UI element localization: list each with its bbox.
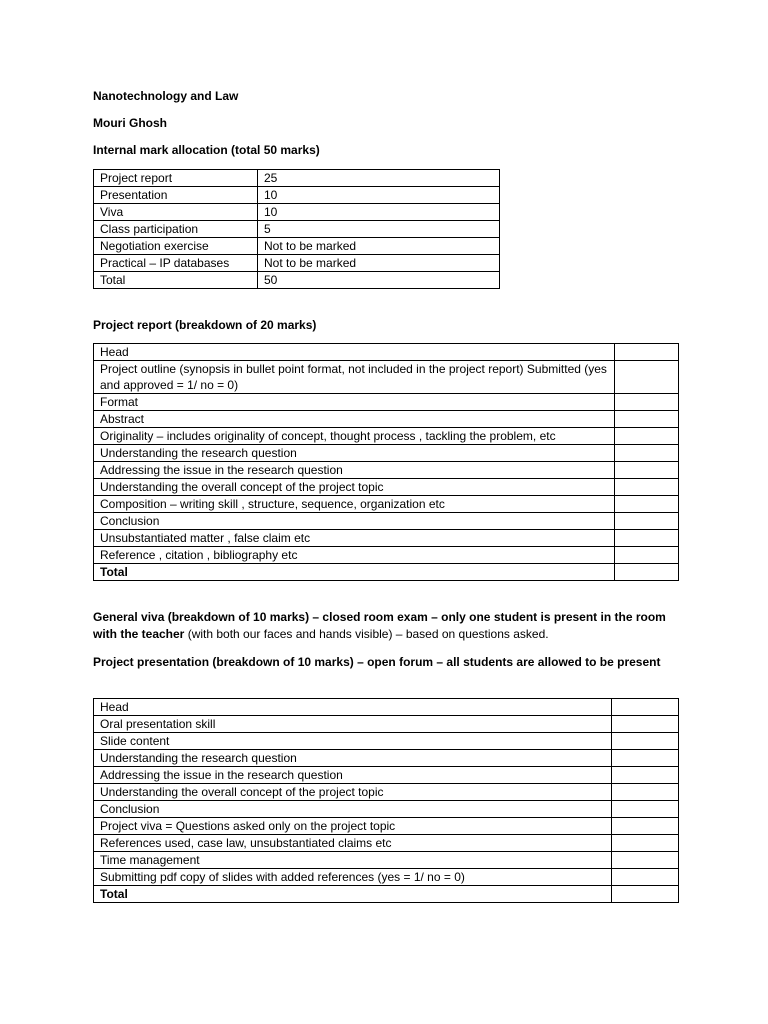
criterion-cell: Composition – writing skill , structure, sequence, organization etc <box>94 496 615 513</box>
table-row <box>94 530 679 547</box>
marks-cell <box>612 801 679 818</box>
table-row <box>94 716 679 733</box>
total-label: Total <box>94 886 612 903</box>
table-row <box>94 699 679 716</box>
table-row <box>94 496 679 513</box>
report-heading: Project report (breakdown of 20 marks) <box>93 318 317 332</box>
marks-cell <box>615 530 679 547</box>
table-row <box>94 255 500 272</box>
marks-cell <box>615 445 679 462</box>
table-row <box>94 394 679 411</box>
allocation-marks: 10 <box>258 187 500 204</box>
table-row <box>94 272 500 289</box>
marks-cell <box>612 750 679 767</box>
criterion-cell: Time management <box>94 852 612 869</box>
criterion-cell: Project outline (synopsis in bullet point format, not included in the project report) Submitted (yes and approved = 1/ no = 0) <box>94 361 615 394</box>
criterion-cell: Unsubstantiated matter , false claim etc <box>94 530 615 547</box>
marks-cell <box>612 835 679 852</box>
table-row <box>94 221 500 238</box>
criterion-cell: Head <box>94 344 615 361</box>
report-breakdown-table <box>93 343 679 581</box>
criterion-cell: Addressing the issue in the research question <box>94 462 615 479</box>
criterion-cell: Slide content <box>94 733 612 750</box>
presentation-heading: Project presentation (breakdown of 10 marks) – open forum – all students are allowed to be present <box>93 655 661 669</box>
table-row <box>94 428 679 445</box>
table-row <box>94 869 679 886</box>
table-row <box>94 547 679 564</box>
criterion-cell: Project viva = Questions asked only on the project topic <box>94 818 612 835</box>
marks-cell <box>615 361 679 394</box>
marks-cell <box>615 479 679 496</box>
document-title: Nanotechnology and Law <box>93 89 239 103</box>
marks-cell <box>615 428 679 445</box>
marks-cell <box>615 411 679 428</box>
table-row <box>94 852 679 869</box>
table-row <box>94 750 679 767</box>
allocation-item: Practical – IP databases <box>94 255 258 272</box>
table-row <box>94 238 500 255</box>
marks-cell <box>615 513 679 530</box>
allocation-item: Class participation <box>94 221 258 238</box>
criterion-cell: Format <box>94 394 615 411</box>
criterion-cell: Conclusion <box>94 513 615 530</box>
marks-cell <box>612 886 679 903</box>
marks-cell <box>615 344 679 361</box>
criterion-cell: Understanding the research question <box>94 750 612 767</box>
viva-paragraph <box>93 609 683 643</box>
table-row <box>94 733 679 750</box>
table-row <box>94 361 679 394</box>
table-row <box>94 513 679 530</box>
author-name: Mouri Ghosh <box>93 116 167 130</box>
allocation-marks: 10 <box>258 204 500 221</box>
allocation-item: Viva <box>94 204 258 221</box>
marks-cell <box>612 784 679 801</box>
viva-bold-text: General viva (breakdown of 10 marks) – closed room exam – only one student is present in the room with the teacher <box>93 610 666 641</box>
table-row <box>94 835 679 852</box>
marks-cell <box>612 716 679 733</box>
table-row-total <box>94 886 679 903</box>
marks-cell <box>615 394 679 411</box>
allocation-table <box>93 169 500 289</box>
marks-cell <box>612 818 679 835</box>
marks-cell <box>612 869 679 886</box>
allocation-marks: 50 <box>258 272 500 289</box>
marks-cell <box>612 767 679 784</box>
table-row <box>94 818 679 835</box>
criterion-cell: Conclusion <box>94 801 612 818</box>
criterion-cell: References used, case law, unsubstantiated claims etc <box>94 835 612 852</box>
allocation-marks: Not to be marked <box>258 238 500 255</box>
allocation-marks: 5 <box>258 221 500 238</box>
allocation-item: Negotiation exercise <box>94 238 258 255</box>
marks-cell <box>612 852 679 869</box>
table-row <box>94 344 679 361</box>
marks-cell <box>615 547 679 564</box>
criterion-cell: Oral presentation skill <box>94 716 612 733</box>
table-row <box>94 479 679 496</box>
table-row <box>94 801 679 818</box>
criterion-cell: Originality – includes originality of concept, thought process , tackling the problem, etc <box>94 428 615 445</box>
table-row <box>94 767 679 784</box>
allocation-marks: 25 <box>258 170 500 187</box>
criterion-cell: Reference , citation , bibliography etc <box>94 547 615 564</box>
criterion-cell: Understanding the research question <box>94 445 615 462</box>
viva-normal-text: (with both our faces and hands visible) – based on questions asked. <box>184 627 549 641</box>
marks-cell <box>615 462 679 479</box>
criterion-cell: Submitting pdf copy of slides with added references (yes = 1/ no = 0) <box>94 869 612 886</box>
table-row <box>94 204 500 221</box>
presentation-breakdown-table <box>93 698 679 903</box>
criterion-cell: Understanding the overall concept of the project topic <box>94 784 612 801</box>
marks-cell <box>612 733 679 750</box>
table-row <box>94 784 679 801</box>
marks-cell <box>612 699 679 716</box>
criterion-cell: Head <box>94 699 612 716</box>
criterion-cell: Addressing the issue in the research question <box>94 767 612 784</box>
total-label: Total <box>94 564 615 581</box>
allocation-item: Total <box>94 272 258 289</box>
allocation-marks: Not to be marked <box>258 255 500 272</box>
table-row <box>94 187 500 204</box>
table-row <box>94 445 679 462</box>
table-row-total <box>94 564 679 581</box>
marks-cell <box>615 564 679 581</box>
allocation-heading: Internal mark allocation (total 50 marks) <box>93 143 320 157</box>
criterion-cell: Abstract <box>94 411 615 428</box>
table-row <box>94 462 679 479</box>
allocation-item: Presentation <box>94 187 258 204</box>
allocation-item: Project report <box>94 170 258 187</box>
marks-cell <box>615 496 679 513</box>
table-row <box>94 411 679 428</box>
table-row <box>94 170 500 187</box>
criterion-cell: Understanding the overall concept of the project topic <box>94 479 615 496</box>
